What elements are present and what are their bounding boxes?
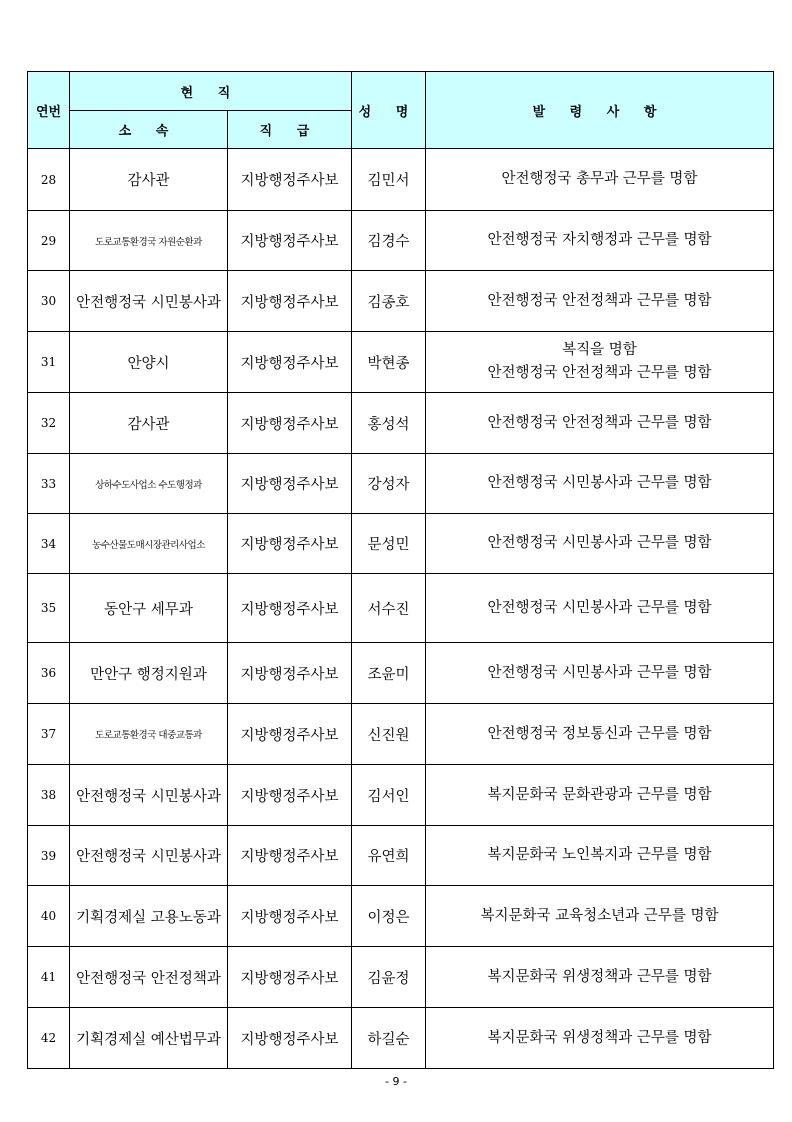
table-row <box>28 886 774 947</box>
row-number: 42 <box>28 1008 70 1069</box>
table-row <box>28 454 774 514</box>
row-action-line: 안전행정국 시민봉사과 근무를 명함 <box>487 475 712 491</box>
row-name: 강성자 <box>352 454 426 514</box>
row-rank: 지방행정주사보 <box>228 643 352 704</box>
row-affiliation: 감사관 <box>70 393 228 454</box>
row-rank: 지방행정주사보 <box>228 574 352 643</box>
table-row <box>28 574 774 643</box>
row-name: 홍성석 <box>352 393 426 454</box>
row-name: 문성민 <box>352 514 426 574</box>
row-number: 29 <box>28 211 70 271</box>
row-name: 신진원 <box>352 704 426 765</box>
row-name: 김윤정 <box>352 947 426 1008</box>
row-affiliation: 만안구 행정지원과 <box>70 643 228 704</box>
row-affiliation: 기획경제실 예산법무과 <box>70 1008 228 1069</box>
row-name: 하길순 <box>352 1008 426 1069</box>
row-action <box>426 947 774 1008</box>
row-affiliation: 도로교통환경국 자원순환과 <box>70 211 228 271</box>
row-action <box>426 393 774 454</box>
row-name: 김종호 <box>352 271 426 332</box>
row-action-line: 안전행정국 시민봉사과 근무를 명함 <box>487 535 712 551</box>
row-number: 30 <box>28 271 70 332</box>
table-row <box>28 211 774 271</box>
table-row <box>28 765 774 826</box>
row-affiliation: 동안구 세무과 <box>70 574 228 643</box>
personnel-table <box>27 71 774 1069</box>
row-rank: 지방행정주사보 <box>228 211 352 271</box>
row-action-line: 안전행정국 안전정책과 근무를 명함 <box>487 292 712 309</box>
row-name: 조윤미 <box>352 643 426 704</box>
page-number: - 9 - <box>385 1075 407 1088</box>
table-row <box>28 947 774 1008</box>
row-number: 35 <box>28 574 70 643</box>
row-number: 38 <box>28 765 70 826</box>
row-action <box>426 574 774 643</box>
row-rank: 지방행정주사보 <box>228 765 352 826</box>
table-row <box>28 271 774 332</box>
table-row <box>28 643 774 704</box>
row-rank: 지방행정주사보 <box>228 704 352 765</box>
row-action-line: 안전행정국 시민봉사과 근무를 명함 <box>487 599 712 616</box>
table-row <box>28 393 774 454</box>
row-affiliation: 농수산물도매시장관리사업소 <box>70 514 228 574</box>
row-rank: 지방행정주사보 <box>228 454 352 514</box>
row-name: 이정은 <box>352 886 426 947</box>
row-name: 김경수 <box>352 211 426 271</box>
row-action-line: 복지문화국 문화관광과 근무를 명함 <box>487 786 712 803</box>
row-rank: 지방행정주사보 <box>228 514 352 574</box>
row-rank: 지방행정주사보 <box>228 947 352 1008</box>
header-name: 성 명 <box>352 72 426 149</box>
header-action: 발 령 사 항 <box>426 72 774 149</box>
header-affiliation: 소 속 <box>70 111 228 149</box>
row-action <box>426 454 774 514</box>
row-action <box>426 149 774 211</box>
row-number: 31 <box>28 332 70 393</box>
row-action-line: 복지문화국 위생정책과 근무를 명함 <box>487 968 712 985</box>
row-affiliation: 안전행정국 시민봉사과 <box>70 271 228 332</box>
row-action-line: 안전행정국 안전정책과 근무를 명함 <box>487 365 712 381</box>
header-seq: 연번 <box>28 72 70 149</box>
row-rank: 지방행정주사보 <box>228 393 352 454</box>
row-number: 36 <box>28 643 70 704</box>
row-number: 33 <box>28 454 70 514</box>
row-affiliation: 기획경제실 고용노동과 <box>70 886 228 947</box>
row-number: 39 <box>28 826 70 886</box>
row-affiliation: 안양시 <box>70 332 228 393</box>
row-action <box>426 211 774 271</box>
row-affiliation: 안전행정국 시민봉사과 <box>70 826 228 886</box>
header-rank: 직 급 <box>228 111 352 149</box>
row-action-line: 안전행정국 안전정책과 근무를 명함 <box>487 414 712 431</box>
row-name: 김민서 <box>352 149 426 211</box>
table-row <box>28 149 774 211</box>
row-affiliation: 안전행정국 안전정책과 <box>70 947 228 1008</box>
header-current-position: 현 직 <box>70 72 352 111</box>
row-name: 김서인 <box>352 765 426 826</box>
row-action-line: 복지문화국 교육청소년과 근무를 명함 <box>480 907 719 924</box>
row-number: 41 <box>28 947 70 1008</box>
row-name: 박현종 <box>352 332 426 393</box>
row-number: 28 <box>28 149 70 211</box>
row-rank: 지방행정주사보 <box>228 271 352 332</box>
row-name: 서수진 <box>352 574 426 643</box>
row-action-line: 안전행정국 총무과 근무를 명함 <box>501 171 698 187</box>
row-rank: 지방행정주사보 <box>228 149 352 211</box>
row-action-line: 복직을 명함 <box>562 342 637 358</box>
row-number: 40 <box>28 886 70 947</box>
row-rank: 지방행정주사보 <box>228 826 352 886</box>
table-row <box>28 514 774 574</box>
table-row <box>28 704 774 765</box>
row-action <box>426 886 774 947</box>
table-row <box>28 826 774 886</box>
row-rank: 지방행정주사보 <box>228 332 352 393</box>
row-action-line: 안전행정국 시민봉사과 근무를 명함 <box>487 664 712 681</box>
row-affiliation: 도로교통환경국 대중교통과 <box>70 704 228 765</box>
row-number: 34 <box>28 514 70 574</box>
row-action-line: 안전행정국 자치행정과 근무를 명함 <box>487 232 712 248</box>
table-row <box>28 332 774 393</box>
row-affiliation: 안전행정국 시민봉사과 <box>70 765 228 826</box>
row-action <box>426 271 774 332</box>
row-number: 32 <box>28 393 70 454</box>
row-action <box>426 514 774 574</box>
table-row <box>28 1008 774 1069</box>
row-rank: 지방행정주사보 <box>228 1008 352 1069</box>
row-number: 37 <box>28 704 70 765</box>
row-name: 유연희 <box>352 826 426 886</box>
row-action <box>426 332 774 393</box>
row-rank: 지방행정주사보 <box>228 886 352 947</box>
row-affiliation: 상하수도사업소 수도행정과 <box>70 454 228 514</box>
row-action-line: 복지문화국 위생정책과 근무를 명함 <box>487 1029 712 1046</box>
row-action <box>426 704 774 765</box>
row-action-line: 안전행정국 정보통신과 근무를 명함 <box>487 725 712 742</box>
row-action <box>426 643 774 704</box>
row-action-line: 복지문화국 노인복지과 근무를 명함 <box>487 847 712 863</box>
row-action <box>426 765 774 826</box>
row-action <box>426 826 774 886</box>
row-affiliation: 감사관 <box>70 149 228 211</box>
row-action <box>426 1008 774 1069</box>
